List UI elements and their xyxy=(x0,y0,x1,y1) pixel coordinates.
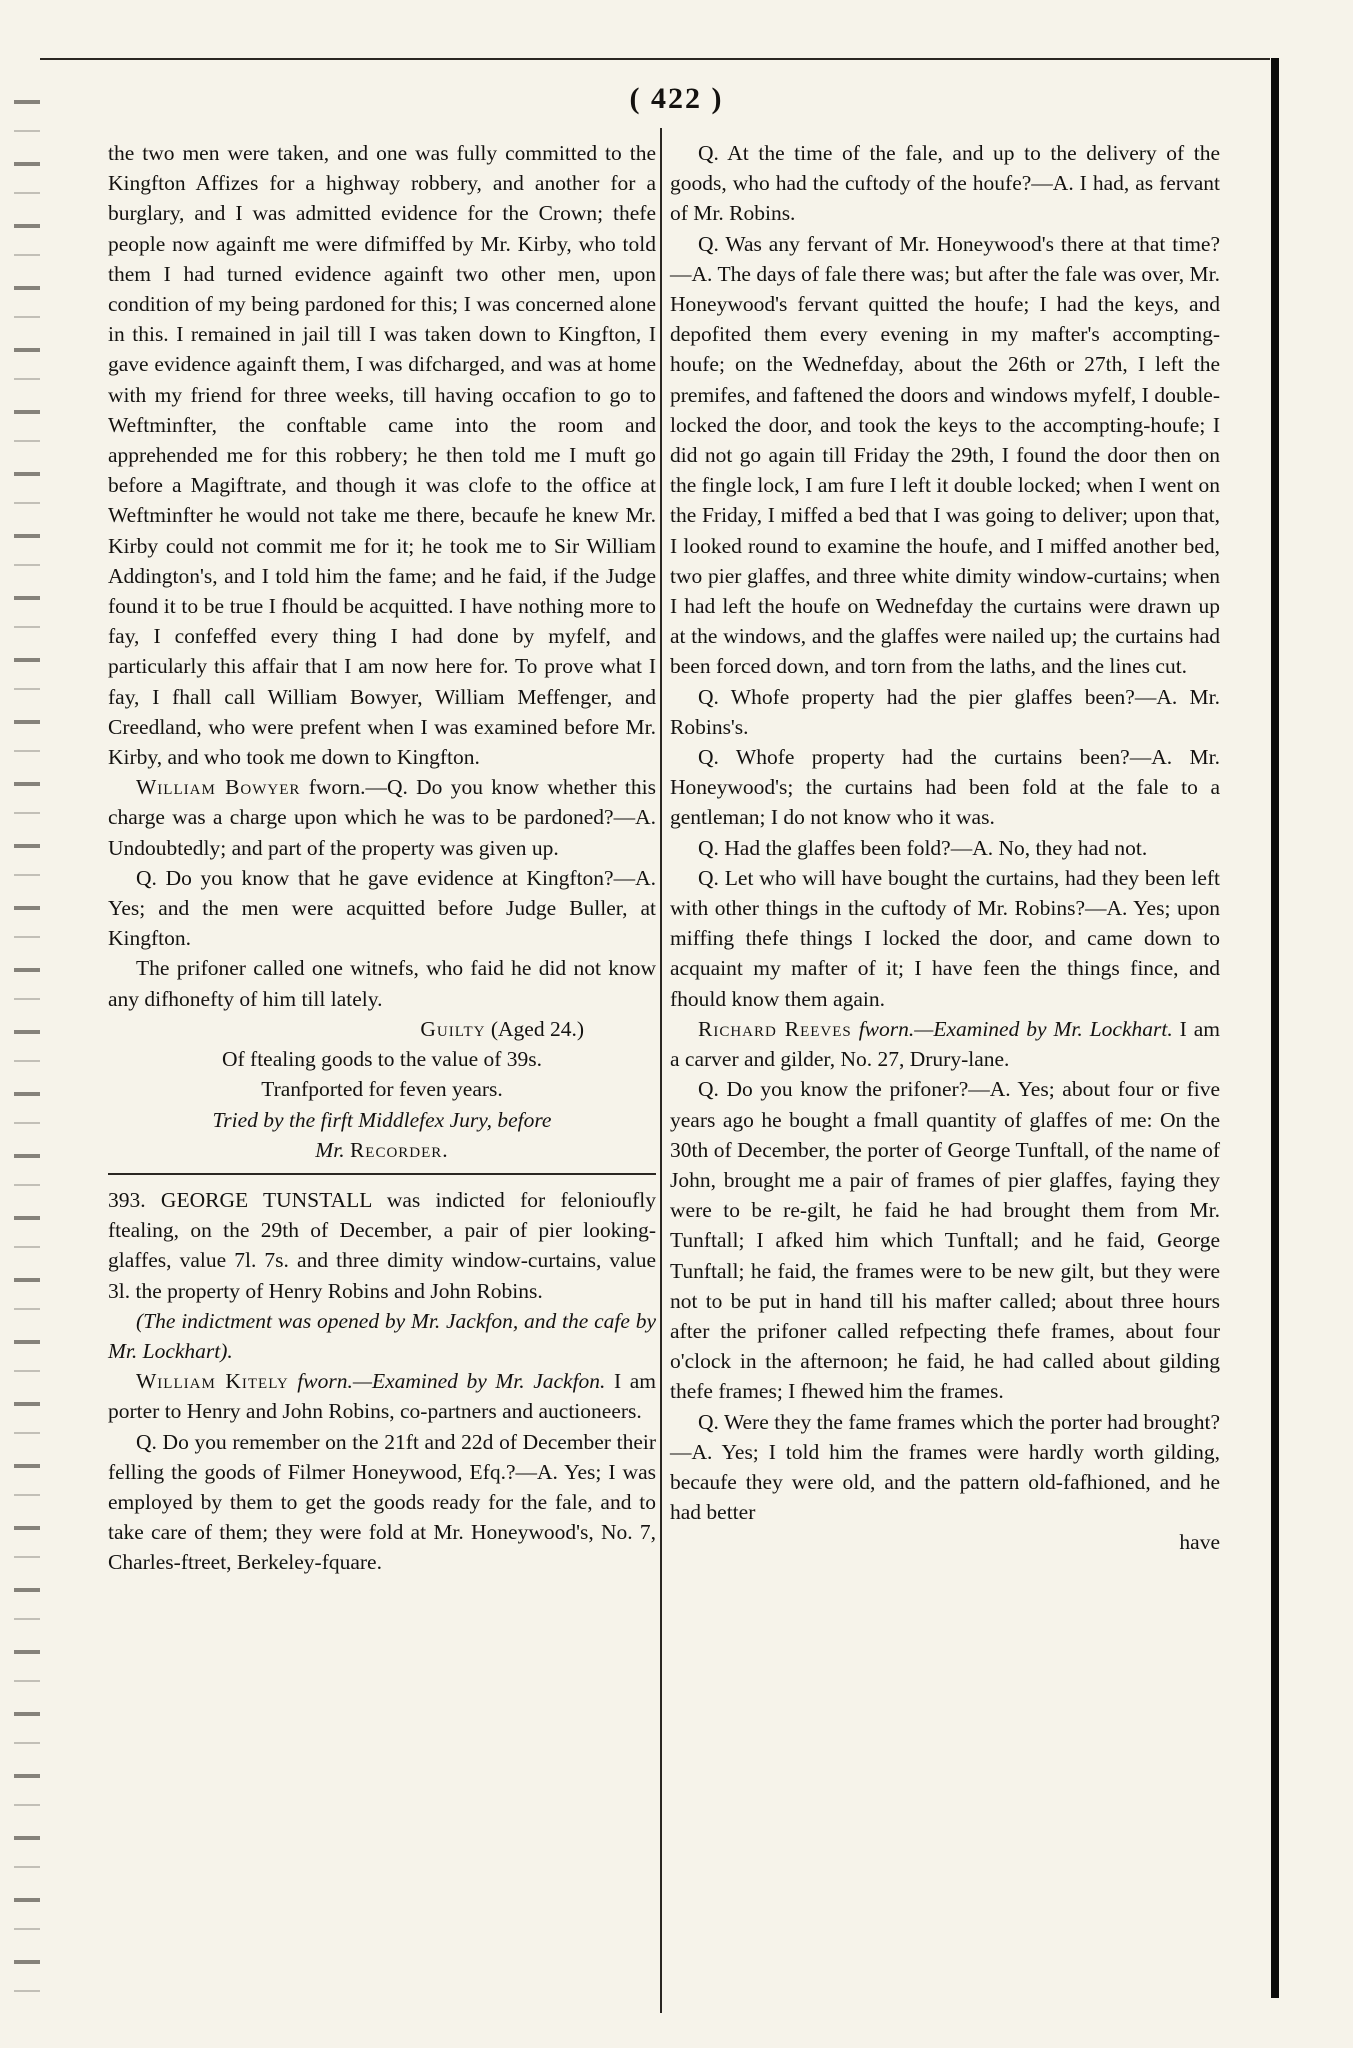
paragraph: Q. Do you know the prifoner?—A. Yes; about four or five years ago he bought a fmall quantity of glaffes of me: On the 30th of December, the porter of George Tunftall, of the name of John, brought me a pair of frames of pier glaffes, faying they were to be re-gilt, he faid he had brought them from Mr. Tunftall; I afked him which Tunftall; and he faid, George Tunftall; he faid, the frames were to be new gilt, but they were not to be put in hand till his mafter called; about three hours after the prifoner called refpecting thefe frames, about four o'clock in the afternoon; he faid, he had called about gilding thefe frames; I fhewed him the frames. xyxy=(670,1077,1220,1404)
paragraph: Q. Do you remember on the 21ft and 22d of December their felling the goods of Filmer Honeywood, Efq.?—A. Yes; I was employed by them to get the goods ready for the fale, and to take care of them; they were fold at Mr. Honeywood's, No. 7, Charles-ftreet, Berkeley-fquare. xyxy=(108,1429,656,1575)
paragraph-text: fworn.—Q. Do you know whether this charge was a charge upon which he was to be pardoned?—A. Undoubtedly; and part of the property was given up. xyxy=(108,775,656,860)
verdict-age: (Aged 24.) xyxy=(490,1016,584,1041)
catchword: have xyxy=(1179,1530,1220,1555)
paragraph: Q. Do you know that he gave evidence at Kingfton?—A. Yes; and the men were acquitted before Judge Buller, at Kingfton. xyxy=(108,865,656,951)
verdict-result: Guilty xyxy=(420,1016,486,1041)
paragraph: the two men were taken, and one was fully committed to the Kingfton Affizes for a highway robbery, and another for a burglary, and I was admitted evidence for the Crown; thefe people now againft me were difmiffed by Mr. Kirby, who told them I had turned evidence againft two other men, upon condition of my being pardoned for this; I was concerned alone in this. I remained in jail till I was taken down to Kingfton, I gave evidence againft them, I was difcharged, and was at home with my friend for three weeks, till having occafion to go to Weftminfter, the conftable came into the room and apprehended me for this robbery; he then told me I muft go before a Magiftrate, and though it was clofe to the office at Weftminfter he would not take me there, becaufe he knew Mr. Kirby could not commit me for it; he took me to Sir William Addington's, and I told him the fame; and he faid, if the Judge found it to be true I fhould be acquitted. I have nothing more to fay, I confeffed every thing I had done by myfelf, and particularly this affair that I am now here for. To prove what I fay, I fhall call William Bowyer, William Meffenger, and Creedland, who were prefent when I was examined before Mr. Kirby, and who took me down to Kingfton. xyxy=(108,141,656,770)
top-rule xyxy=(40,58,1270,60)
witness-name: William Bowyer xyxy=(136,775,301,800)
judge-line xyxy=(108,1135,656,1165)
scan-right-edge xyxy=(1271,58,1279,1998)
case-heading: 393. GEORGE TUNSTALL was indicted for felonioufly ftealing, on the 29th of December, a pair of pier looking-glaffes, value 7l. 7s. and three dimity window-curtains, value 3l. the property of Henry Robins and John Robins. xyxy=(108,1187,656,1303)
paragraph xyxy=(108,772,656,863)
paragraph: Q. Was any fervant of Mr. Honeywood's there at that time?—A. The days of fale there was; but after the fale was over, Mr. Honeywood's fervant quitted the houfe; I had the keys, and depofited them every evening in my mafter's accompting-houfe; on the Wednefday, about the 26th or 27th, I left the premifes, and faftened the doors and windows myfelf, I double-locked the door, and took the keys to the accompting-houfe; I did not go again till Friday the 29th, I found the door then on the fingle lock, I am fure I left it double locked; when I went on the Friday, I miffed a bed that I was going to deliver; upon that, I looked round to examine the houfe, and I miffed another bed, two pier glaffes, and three white dimity window-curtains; when I had left the houfe on Wednefday the curtains were drawn up at the windows, and the glaffes were nailed up; the curtains had been forced down, and torn from the laths, and the lines cut. xyxy=(670,231,1220,679)
paragraph: Q. Let who will have bought the curtains, had they been left with other things in the cuftody of Mr. Robins?—A. Yes; upon miffing thefe things I locked the door, and came down to acquaint my mafter of it; I have feen the things fince, and fhould know them again. xyxy=(670,865,1220,1011)
column-divider xyxy=(660,128,662,2013)
page-number: ( 422 ) xyxy=(629,82,724,115)
paragraph xyxy=(108,1366,656,1426)
judge-prefix: Mr. xyxy=(315,1137,345,1162)
witness-intro: fworn.—Examined by Mr. Lockhart. xyxy=(851,1016,1173,1041)
paragraph xyxy=(670,1014,1220,1074)
paragraph-text: I am a carver and gilder, No. 27, Drury-lane. xyxy=(670,1016,1220,1072)
verdict-offence: Of ftealing goods to the value of 39s. xyxy=(221,1047,543,1072)
case-note: (The indictment was opened by Mr. Jackfon, and the cafe by Mr. Lockhart). xyxy=(108,1308,656,1363)
paragraph: Q. Were they the fame frames which the porter had brought?—A. Yes; I told him the frames were hardly worth gilding, becaufe they were old, and the pattern old-fafhioned, and he had better xyxy=(670,1409,1220,1525)
witness-intro: fworn.—Examined by Mr. Jackfon. xyxy=(288,1369,606,1394)
paragraph: Q. At the time of the fale, and up to the delivery of the goods, who had the cuftody of the houfe?—A. I had, as fervant of Mr. Robins. xyxy=(670,141,1220,226)
judge: Recorder. xyxy=(349,1137,449,1162)
witness-name: William Kitely xyxy=(136,1369,289,1394)
paragraph: Q. Whofe property had the curtains been?—A. Mr. Honeywood's; the curtains had been fold at the fale to a gentleman; I do not know who it was. xyxy=(670,745,1220,830)
scan-edge-artifact xyxy=(14,70,40,2010)
verdict-line xyxy=(108,1014,656,1044)
paragraph: Q. Had the glaffes been fold?—A. No, they had not. xyxy=(698,835,1148,860)
witness-name: Richard Reeves xyxy=(698,1016,852,1041)
case-rule xyxy=(108,1173,656,1175)
paragraph: The prifoner called one witnefs, who faid he did not know any difhonefty of him till lately. xyxy=(108,956,656,1011)
verdict-sentence: Tranfported for feven years. xyxy=(261,1077,503,1102)
left-column xyxy=(108,138,656,1578)
tried-by: Tried by the firft Middlefex Jury, before xyxy=(212,1107,552,1132)
paragraph-text: I am porter to Henry and John Robins, co-partners and auctioneers. xyxy=(108,1369,656,1424)
paragraph: Q. Whofe property had the pier glaffes been?—A. Mr. Robins's. xyxy=(670,684,1220,739)
right-column xyxy=(670,138,1220,1558)
